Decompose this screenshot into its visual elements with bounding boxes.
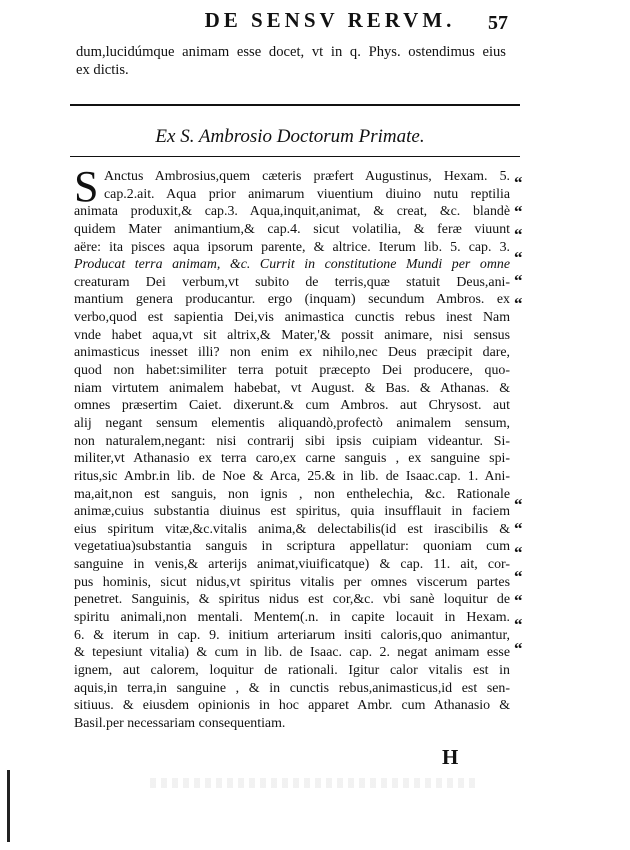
text-line: sitiuus. & eiusdem opinionis in hoc apparet Ambr. cum Athanasio & (74, 698, 510, 714)
text-line: eius spiritum vitæ,&c.vitalis anima,& delectabilis(id est irascibilis & (74, 521, 510, 537)
text-line: vegetatiua)substantia sanguis in scriptura appellatur: quoniam cum (74, 539, 510, 555)
text-line: animæ,cuius substantia diuinus est spiritus, quia insufflauit in faciem (74, 504, 510, 520)
text-line: omnes præsertim Caiet. dixerunt.& cum Ambros. aut Chrysost. aut (74, 398, 510, 414)
text-line: quidem Mater animantium,& cap.4. sicut volatilia, & feræ viuunt (74, 221, 510, 237)
margin-quote-mark: “ (514, 271, 523, 290)
text-line: animata produxit,& cap.3. Aqua,inquit,animat, & creat, &c. blandè (74, 204, 510, 220)
signature-mark: H (442, 745, 459, 769)
text-line: mantium genera producantur. ergo (inquam) secundum Ambros. ex (74, 292, 510, 308)
text-line: niam virtutem animalem habebat, vt August. & Bas. & Athanas. & (74, 380, 510, 396)
text-line: creaturam Dei verbum,vt subito de terris,quæ statuit Deus,ani- (74, 274, 510, 290)
text-line: ma,ait,non est sanguis, non ignis , non enthelechia, &c. Rationale (74, 486, 510, 502)
margin-quote-mark: “ (514, 567, 523, 586)
margin-quote-mark: “ (514, 225, 523, 244)
text-line: quod non habet:similiter terra potuit præcepto Dei producere, quo- (74, 363, 510, 379)
text-line: vnde habet aqua,vt sit altrix,& Mater,'& possit animare, nisi sensus (74, 327, 510, 343)
margin-quote-mark: “ (514, 495, 523, 514)
section-rule-bottom (70, 156, 520, 157)
margin-quote-mark: “ (514, 591, 523, 610)
text-line: ritus,sic Ambr.in lib. de Noe & Arca, 25.& in lib. de Isaac.cap. 1. Ani- (74, 468, 510, 484)
page-number: 57 (488, 12, 508, 34)
text-line: dum,lucidúmque animam esse docet, vt in q. Phys. ostendimus eius (76, 44, 506, 60)
page-edge-shadow (7, 770, 10, 842)
margin-quote-mark: “ (514, 519, 523, 538)
margin-quote-mark: “ (514, 294, 523, 313)
text-line: 6. & iterum in cap. 9. initium arteriarum insiti caloris,quo animantur, (74, 627, 510, 643)
text-line: sanguine in venis,& arterijs animat,viuificatque) & cap. 11. ait, cor- (74, 557, 510, 573)
text-line: Anctus Ambrosius,quem cæteris præfert Augustinus, Hexam. 5. (104, 169, 510, 184)
margin-quote-mark: “ (514, 173, 523, 192)
margin-quote-mark: “ (514, 615, 523, 634)
text-line: Basil.per necessariam consequentiam. (74, 715, 286, 731)
text-line: verbo,quod est sapientia Dei,vis animastica cunctis rebus inest Nam (74, 310, 510, 326)
drop-cap: S (74, 162, 99, 211)
margin-quote-mark: “ (514, 248, 523, 267)
text-line: ex dictis. (76, 61, 129, 78)
text-line: alij negant sensum elementis aliquandò,profectò animalem sensum, (74, 415, 510, 431)
text-line: animasticus inesset illi? non enim ex nihilo,nec Deus præcipit dare, (74, 345, 510, 361)
text-line: non naturalem,negant: nisi contrarij sibi ipsis cuipiam videantur. Si- (74, 433, 510, 449)
margin-quote-mark: “ (514, 639, 523, 658)
margin-quote-mark: “ (514, 543, 523, 562)
running-title: DE SENSV RERVM. (204, 8, 456, 32)
text-line: pus hominis, sicut nidus,vt spiritus vitalis per omnes viscerum partes (74, 574, 510, 590)
text-line: militer,vt Athanasio ex terra caro,ex carne sanguis , ex sanguine spi- (74, 451, 510, 467)
text-line: cap.2.ait. Aqua prior animarum viuentium diuino nutu reptilia (104, 186, 510, 202)
margin-quote-mark: “ (514, 202, 523, 221)
text-line: & tepesiunt vitalia) & cum in lib. de Isaac. cap. 2. negat animam esse (74, 645, 510, 661)
text-line: penetret. Sanguinis, & spiritus nidus est cor,&c. vbi sanè loquitur de (74, 592, 510, 608)
section-rule-top (70, 104, 520, 106)
text-line: aquis,in terra,in sanguine , & in cunctis rebus,animasticus,id est sen- (74, 680, 510, 696)
continued-paragraph (76, 44, 506, 79)
text-line: ignem, aut calorem, loquitur de rationali. Igitur calor vitalis est in (74, 662, 510, 678)
body-paragraph (74, 162, 510, 733)
bleed-through-text (150, 778, 480, 788)
text-line: spiritu animali,non mentali. Mentem(.n. in capite locauit in Hexam. (74, 610, 510, 626)
text-line: Producat terra animam, &c. Currit in constitutione Mundi per omne (74, 257, 510, 273)
text-line: aëre: ita pisces aqua ipsorum parente, & altrice. Iterum lib. 5. cap. 3. (74, 239, 510, 255)
section-heading: Ex S. Ambrosio Doctorum Primate. (155, 126, 425, 147)
